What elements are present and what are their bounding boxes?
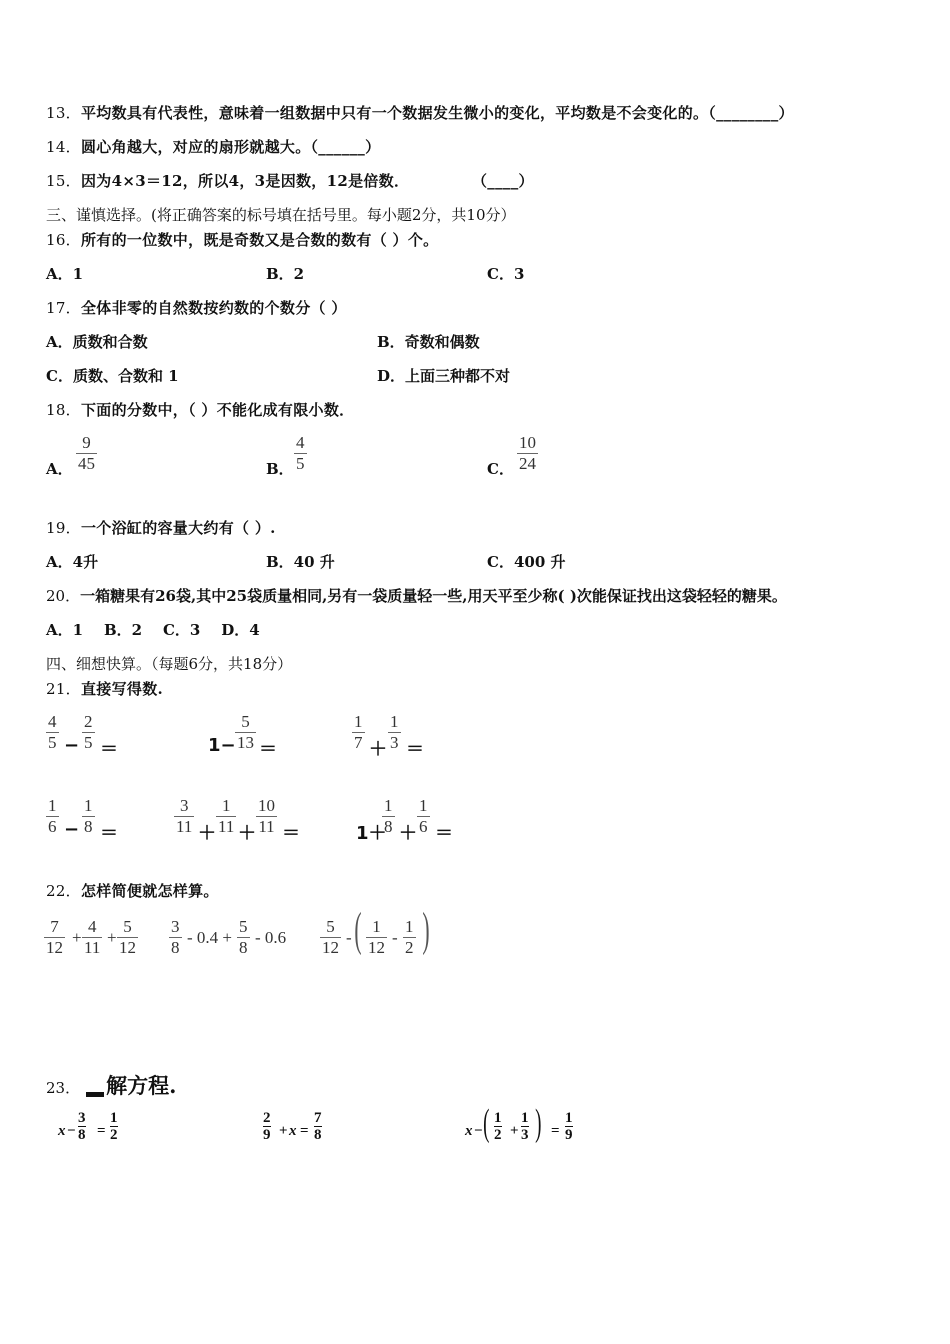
denominator: 11: [218, 817, 235, 836]
operator: -: [392, 928, 398, 947]
equals: ＝: [259, 739, 277, 760]
denominator: 5: [48, 733, 57, 752]
fraction: [366, 917, 387, 958]
question-22: [46, 880, 219, 901]
fraction: [565, 1110, 573, 1143]
fraction: [352, 712, 365, 753]
numerator: 3: [78, 1110, 86, 1126]
numerator: 1: [48, 796, 57, 815]
operator: −: [67, 1123, 76, 1139]
denominator: 12: [322, 938, 339, 957]
section-3-heading: 三、谨慎选择。(将正确答案的标号填在括号里。每小题2分，共10分）: [46, 206, 516, 224]
fraction: [78, 1110, 86, 1143]
fraction: [46, 712, 59, 753]
question-text: 全体非零的自然数按约数的个数分（ ）: [81, 299, 347, 317]
numerator: 1: [384, 796, 393, 815]
operator: +: [107, 928, 117, 947]
denominator: 6: [48, 817, 57, 836]
fraction: [237, 917, 250, 958]
options-line: A．1 B．2 C．3 D．4: [46, 621, 260, 639]
fraction: [82, 917, 102, 958]
left-parenthesis: (: [354, 903, 362, 956]
question-number: 16．: [46, 231, 81, 249]
option-a-label: A．: [46, 460, 73, 478]
option-b: B．奇数和偶数: [377, 333, 480, 351]
fraction: [174, 796, 194, 837]
denominator: 12: [46, 938, 63, 957]
denominator: 11: [256, 816, 277, 837]
question-number: 13．: [46, 104, 81, 122]
numerator: 10: [258, 796, 275, 815]
option-a: A．4升: [46, 553, 99, 571]
denominator: 8: [171, 938, 180, 957]
numerator: 5: [123, 917, 132, 936]
question-text: 直接写得数.: [81, 680, 164, 698]
operator: ＋: [198, 823, 216, 844]
denominator: 24: [519, 454, 536, 473]
operator: ＋: [369, 739, 387, 760]
question-20: [46, 585, 787, 606]
operator: −: [474, 1123, 483, 1139]
question-text: 圆心角越大，对应的扇形就越大。（______）: [81, 138, 381, 156]
equals: =: [97, 1123, 106, 1139]
question-19: [46, 517, 276, 538]
operator: +: [279, 1123, 288, 1139]
operator: -: [346, 928, 352, 947]
option-d: D．上面三种都不对: [377, 367, 511, 385]
fraction: [494, 1110, 502, 1143]
question-15: [46, 170, 409, 191]
denominator: 2: [405, 938, 414, 957]
question-text: 一箱糖果有26袋,其中25袋质量相同,另有一袋质量轻一些,用天平至少称( )次能保证找出这袋轻轻的糖果。: [80, 587, 787, 605]
option-a: A．质数和合数: [46, 333, 148, 351]
question-number: 23．: [46, 1079, 81, 1097]
fraction: [235, 712, 256, 753]
numerator: 5: [239, 917, 248, 936]
variable-x: x: [58, 1123, 66, 1139]
fraction: [382, 796, 395, 837]
question-text: 下面的分数中，（ ）不能化成有限小数．: [81, 401, 355, 419]
numerator: 1: [565, 1110, 573, 1126]
fraction: [263, 1110, 271, 1143]
question-text: 怎样简便就怎样算。: [81, 882, 219, 900]
option-b: B．40 升: [266, 553, 335, 571]
denominator: 11: [84, 938, 101, 957]
numerator: 4: [48, 712, 57, 731]
operator: −: [64, 735, 80, 756]
fraction: [110, 1110, 118, 1143]
numerator: 1: [110, 1110, 118, 1126]
option-c: C．质数、合数和 1: [46, 367, 179, 385]
middle-terms: - 0.4 +: [187, 928, 232, 947]
fraction: [44, 917, 65, 958]
question-17: [46, 297, 347, 318]
question-21: [46, 678, 163, 699]
tail-terms: - 0.6: [255, 928, 287, 947]
equals: ＝: [282, 823, 300, 844]
question-18: [46, 399, 354, 420]
numerator: 1: [521, 1110, 529, 1126]
fraction: [82, 796, 95, 837]
denominator: 3: [521, 1127, 529, 1143]
fraction: [216, 796, 236, 837]
fraction: [403, 917, 416, 958]
numerator: 7: [314, 1110, 322, 1126]
fraction: [82, 712, 95, 753]
numerator: 1: [354, 712, 363, 731]
section-4-heading: 四、细想快算。（每题6分，共18分）: [46, 655, 293, 673]
fraction: [388, 712, 401, 753]
fraction: [169, 917, 182, 958]
variable-x: x: [289, 1123, 297, 1139]
question-number: 15．: [46, 172, 81, 190]
numerator: 1: [405, 917, 414, 936]
question-text: 平均数具有代表性，意味着一组数据中只有一个数据发生微小的变化，平均数是不会变化的。（________）: [81, 104, 794, 122]
denominator: 6: [419, 817, 428, 836]
denominator: 9: [263, 1127, 271, 1143]
question-number: 14．: [46, 138, 81, 156]
numerator: 1: [390, 712, 399, 731]
option-b-label: B．: [266, 460, 294, 478]
fraction: [417, 796, 430, 837]
option-c: C．3: [487, 265, 525, 283]
numerator: 1: [84, 796, 93, 815]
denominator: 7: [354, 733, 363, 752]
equals: =: [551, 1123, 560, 1139]
numerator: 4: [296, 433, 305, 452]
denominator: 12: [368, 938, 385, 957]
question-16: [46, 229, 438, 250]
left-parenthesis: (: [483, 1102, 490, 1144]
fraction: [46, 796, 59, 837]
option-a-fraction: [76, 433, 97, 474]
question-number: 17．: [46, 299, 81, 317]
variable-x: x: [465, 1123, 473, 1139]
question-text: 因为4×3＝12，所以4，3是因数，12是倍数．: [81, 172, 410, 190]
denominator: 11: [176, 817, 193, 836]
option-c: C．400 升: [487, 553, 566, 571]
operator: −: [64, 819, 80, 840]
denominator: 45: [78, 454, 95, 473]
denominator: 8: [84, 817, 93, 836]
option-c-fraction: [517, 433, 538, 474]
numerator: 9: [82, 433, 91, 452]
numerator: 3: [171, 917, 180, 936]
numerator: 1: [419, 796, 428, 815]
fraction: [320, 917, 341, 958]
question-number: 18．: [46, 401, 81, 419]
equals: ＝: [100, 823, 118, 844]
operator: ＋: [238, 823, 256, 844]
denominator: 13: [237, 733, 254, 752]
prefix: 1−: [208, 735, 236, 756]
prefix: 1＋: [356, 823, 387, 844]
numerator: 1: [372, 917, 381, 936]
answer-blank: （____）: [472, 172, 534, 190]
question-number: 22．: [46, 882, 81, 900]
numerator: 1: [221, 796, 231, 815]
numerator: 2: [263, 1110, 271, 1126]
fraction: [314, 1110, 322, 1143]
denominator: 9: [565, 1127, 573, 1143]
equals: ＝: [406, 739, 424, 760]
denominator: 8: [78, 1127, 86, 1143]
equals: ＝: [435, 823, 453, 844]
question-text: 所有的一位数中，既是奇数又是合数的数有（ ）个。: [81, 231, 439, 249]
operator: +: [72, 928, 82, 947]
right-parenthesis: ): [535, 1102, 542, 1144]
numerator: 1: [494, 1110, 502, 1126]
question-text: 一个浴缸的容量大约有（ ）.: [81, 519, 276, 537]
numerator: 10: [519, 433, 536, 452]
question-text: 解方程.: [106, 1073, 177, 1098]
placeholder-bar: [86, 1092, 104, 1097]
option-b-fraction: [294, 433, 307, 474]
option-b: B．2: [266, 265, 305, 283]
operator: ＋: [399, 823, 417, 844]
denominator: 8: [239, 938, 248, 957]
denominator: 5: [84, 733, 93, 752]
denominator: 8: [384, 817, 393, 836]
fraction: [256, 796, 277, 837]
denominator: 8: [314, 1127, 322, 1143]
option-a: A．1: [46, 265, 84, 283]
numerator: 5: [326, 917, 335, 936]
numerator: 3: [179, 796, 189, 815]
numerator: 4: [87, 917, 97, 936]
right-parenthesis: ): [422, 903, 430, 956]
fraction: [117, 917, 138, 958]
numerator: 7: [50, 917, 59, 936]
denominator: 2: [494, 1127, 502, 1143]
question-number: 20．: [46, 587, 81, 605]
option-c-label: C．: [487, 460, 514, 478]
equals: =: [300, 1123, 309, 1139]
question-number: 19．: [46, 519, 81, 537]
denominator: 12: [119, 938, 136, 957]
fraction: [521, 1110, 529, 1143]
numerator: 2: [84, 712, 93, 731]
denominator: 2: [110, 1127, 118, 1143]
operator: +: [510, 1123, 519, 1139]
denominator: 3: [390, 733, 399, 752]
question-13: [46, 102, 794, 123]
question-number: 21．: [46, 680, 81, 698]
question-14: [46, 136, 380, 157]
equals: ＝: [100, 739, 118, 760]
numerator: 5: [241, 712, 250, 731]
denominator: 5: [296, 454, 305, 473]
question-23: [46, 1070, 176, 1100]
